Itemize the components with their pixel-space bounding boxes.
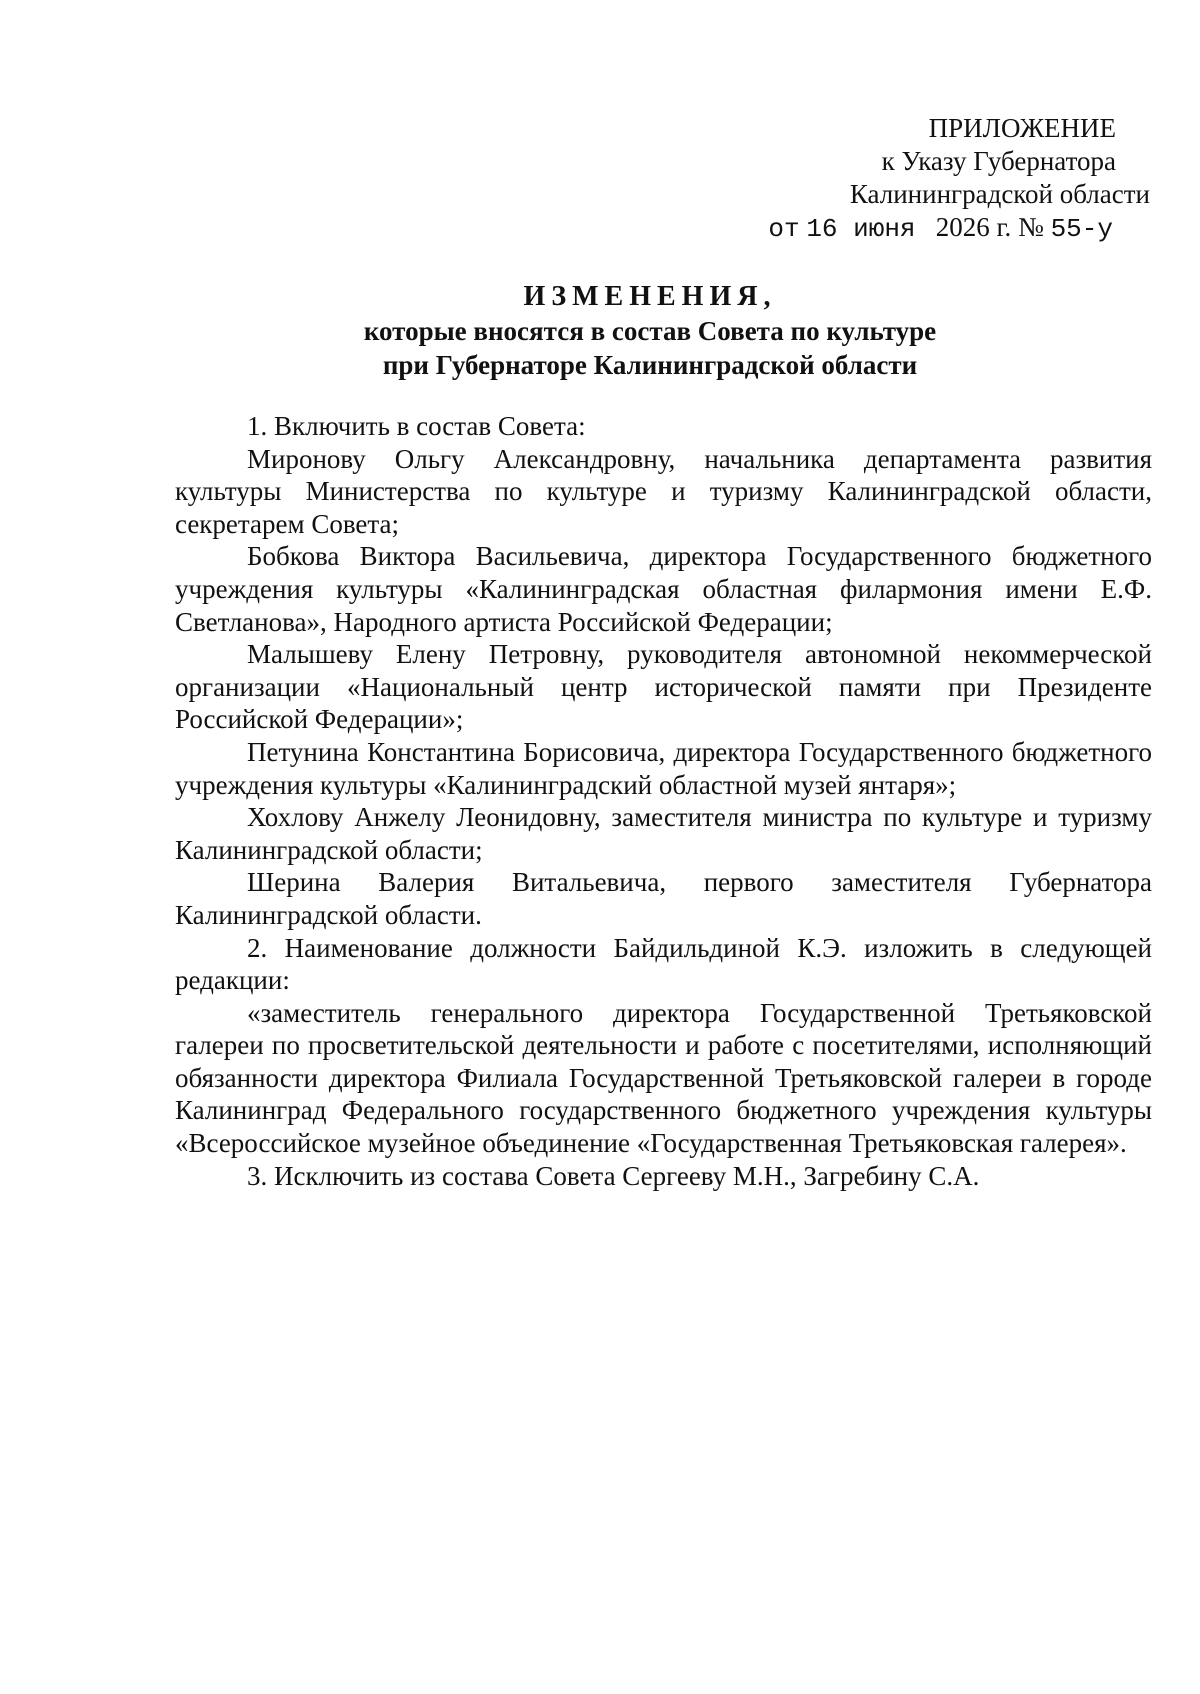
appendix-title: ПРИЛОЖЕНИЕ (928, 113, 1116, 143)
document-heading (150, 280, 1150, 382)
date-prefix: от (768, 214, 800, 244)
paragraph-exclude: 3. Исключить из состава Совета Сергееву М.Н., Загребину С.А. (247, 1160, 980, 1191)
document-body (175, 410, 1152, 1192)
paragraph-malysheva: Малышеву Елену Петровну, руководителя автономной некоммерческой организации «Национальный центр исторической памяти при Президенте Российской Федерации»; (175, 639, 1152, 735)
date-year: 2026 г. (935, 212, 1012, 242)
heading-subtitle-line1: которые вносятся в состав Совета по культуре (363, 316, 937, 346)
heading-subtitle-line2: при Губернаторе Калининградской области (382, 350, 918, 380)
appendix-block (700, 112, 1150, 246)
appendix-region-line: Калининградской области (849, 179, 1150, 209)
paragraph-include-intro: 1. Включить в состав Совета: (247, 411, 586, 441)
paragraph-mironova: Миронову Ольгу Александровну, начальника департамента развития культуры Министерства по культуре и туризму Калининградской области, секретарем Совета; (175, 443, 1152, 539)
paragraph-new-position: «заместитель генерального директора Государственной Третьяковской галереи по просветительской деятельности и работе с посетителями, исполняющий обязанности директора Филиала Государственной Третьяковской галереи в городе Калининград Федерального государственного бюджетного учреждения культуры «Всероссийское музейное объединение «Государственная Третьяковская галерея». (175, 997, 1152, 1159)
appendix-date-line (700, 211, 1113, 246)
heading-title: ИЗМЕНЕНИЯ, (523, 281, 777, 312)
paragraph-position-rename: 2. Наименование должности Байдильдиной К.Э. изложить в следующей редакции: (175, 932, 1152, 996)
appendix-decree-line: к Указу Губернатора (881, 146, 1116, 176)
paragraph-bobkov: Бобкова Виктора Васильевича, директора Государственного бюджетного учреждения культуры «Калининградская областная филармония имени Е.Ф. Светланова», Народного артиста Российской Федерации; (175, 541, 1152, 637)
number-prefix: № (1018, 212, 1044, 242)
paragraph-petunin: Петунина Константина Борисовича, директора Государственного бюджетного учреждения культуры «Калининградский областной музей янтаря»; (175, 736, 1152, 800)
paragraph-khokhlova: Хохлову Анжелу Леонидовну, заместителя министра по культуре и туризму Калининградской области; (175, 802, 1152, 865)
date-value: 16 июня (806, 214, 916, 244)
paragraph-sherin: Шерина Валерия Витальевича, первого заместителя Губернатора Калининградской области. (175, 867, 1152, 930)
number-value: 55-у (1050, 214, 1113, 244)
